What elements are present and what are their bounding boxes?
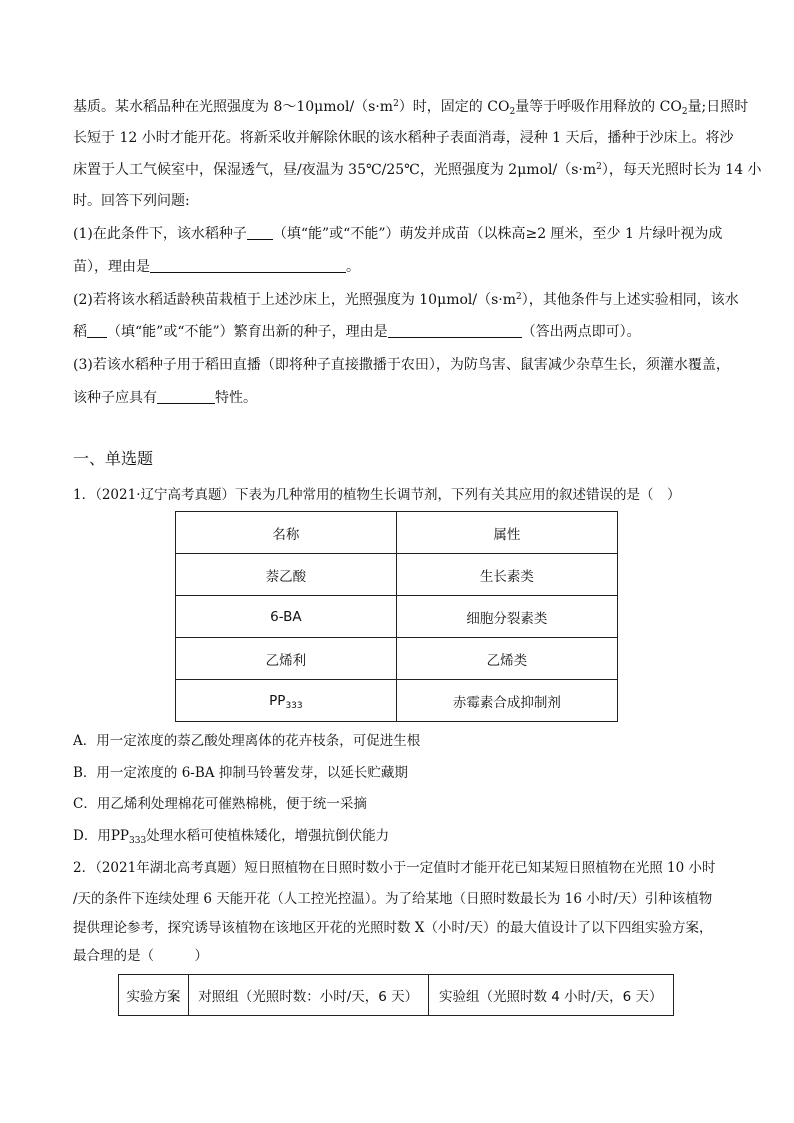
cell-name: 萘乙酸 xyxy=(176,554,397,596)
question-2-line-3: 提供理论参考，探究诱导该植物在该地区开花的光照时数 X（小时/天）的最大值设计了以下四组实验方案， xyxy=(73,920,713,936)
option-c[interactable]: C．用乙烯利处理棉花可催熟棉桃，便于统一采摘 xyxy=(73,796,367,812)
cell-name: 6-BA xyxy=(176,596,397,638)
answer-blank[interactable] xyxy=(150,258,346,273)
cell-property: 赤霉素合成抑制剂 xyxy=(396,680,617,722)
table-header-row xyxy=(176,512,618,554)
table-row xyxy=(119,975,674,1016)
header-name: 名称 xyxy=(176,512,397,554)
question-2-line-1: 2．（2021年湖北高考真题）短日照植物在日照时数小于一定值时才能开花已知某短日照植物在光照 10 小时 xyxy=(73,860,716,876)
intro-line-3: 床置于人工气候室中，保湿透气，昼/夜温为 35℃/25℃，光照强度为 $2\mu mol/(s\cdot m^2)$，每天光照时长为 14 小 xyxy=(73,162,762,178)
intro-line-2: 长短于 12 小时才能开花。将新采收并解除休眠的该水稻种子表面消毒，浸种 1 天后，播种于沙床上。将沙 xyxy=(73,130,734,146)
option-a[interactable]: A．用一定浓度的萘乙酸处理离体的花卉枝条，可促进生根 xyxy=(73,733,421,749)
subquestion-1-line-2: 苗），理由是 。 xyxy=(73,259,360,275)
experiment-plan-table xyxy=(118,974,674,1016)
cell-experiment-group: 实验组（光照时数 4 小时/天，6 天） xyxy=(428,975,673,1016)
cell-name: 乙烯利 xyxy=(176,638,397,680)
cell-property: 细胞分裂素类 xyxy=(396,596,617,638)
table-row xyxy=(176,680,618,722)
option-b[interactable]: B．用一定浓度的 6-BA 抑制马铃薯发芽，以延长贮藏期 xyxy=(73,765,408,781)
answer-blank[interactable] xyxy=(388,323,522,338)
answer-blank[interactable] xyxy=(87,323,107,338)
subquestion-3-line-2: 该种子应具有 特性。 xyxy=(73,390,257,406)
cell-property: 乙烯类 xyxy=(396,638,617,680)
cell-control-group: 对照组（光照时数：小时/天，6 天） xyxy=(188,975,428,1016)
subquestion-2-line-1: (2)若将该水稻适龄秧苗栽植于上述沙床上，光照强度为 $10\mu mol/(s\cdot m^2)$，其他条件与上述实验相同，该水 xyxy=(73,292,739,308)
header-property: 属性 xyxy=(396,512,617,554)
table-row xyxy=(176,638,618,680)
cell-property: 生长素类 xyxy=(396,554,617,596)
subquestion-1-line-1: (1)在此条件下，该水稻种子 （填“能”或“不能”）萌发并成苗（以株高≥2 厘米，至少 1 片绿叶视为成 xyxy=(73,226,723,242)
cell-name: $PP_{333}$ xyxy=(176,680,397,722)
section-title: 一、单选题 xyxy=(73,449,154,468)
question-2-line-2: /天的条件下连续处理 6 天能开花（人工控光控温）。为了给某地（日照时数最长为 16 小时/天）引种该植物 xyxy=(73,891,713,907)
regulator-table xyxy=(175,511,618,722)
intro-line-1: 基质。某水稻品种在光照强度为 $8\sim 10\mu mol/(s\cdot m^2)$时，固定的 $CO_2$量等于呼吸作用释放的 $CO_2$量;日照时 xyxy=(73,99,749,117)
subquestion-2-line-2: 稻 （填“能”或“不能”）繁育出新的种子，理由是 （答出两点即可）。 xyxy=(73,324,641,340)
table-row xyxy=(176,596,618,638)
answer-blank[interactable] xyxy=(247,225,273,240)
answer-blank[interactable] xyxy=(157,389,215,404)
option-d[interactable]: D．用$PP_{333}$处理水稻可使植株矮化，增强抗倒伏能力 xyxy=(73,828,390,846)
cell-plan-label: 实验方案 xyxy=(119,975,189,1016)
subquestion-3-line-1: (3)若该水稻种子用于稻田直播（即将种子直接撒播于农田），为防鸟害、鼠害减少杂草生长，须灌水覆盖， xyxy=(73,357,730,373)
intro-line-4: 时。回答下列问题: xyxy=(73,193,190,209)
table-row xyxy=(176,554,618,596)
question-2-line-4: 最合理的是（ ） xyxy=(73,948,208,964)
question-1-stem: 1．（2021·辽宁高考真题）下表为几种常用的植物生长调节剂，下列有关其应用的叙述错误的是（ ） xyxy=(73,487,681,503)
